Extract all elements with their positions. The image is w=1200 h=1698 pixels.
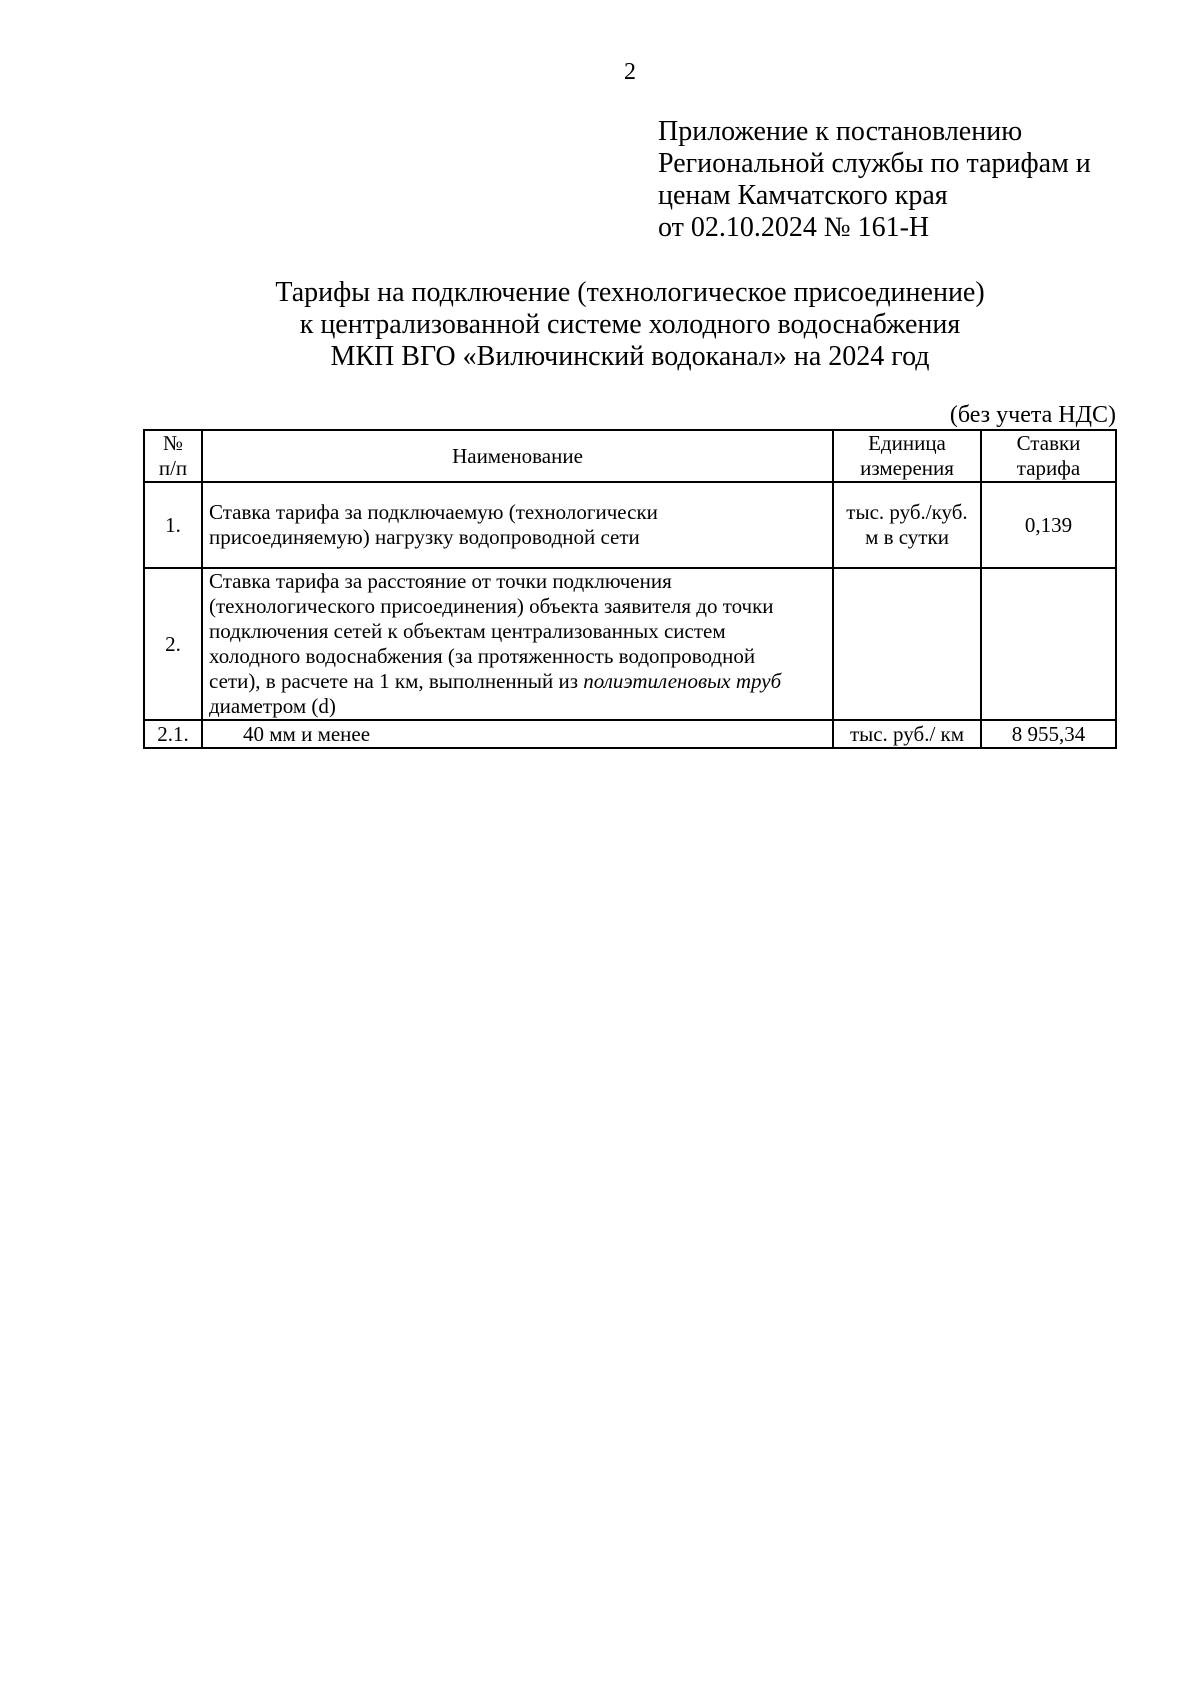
title-line: Тарифы на подключение (технологическое присоединение) xyxy=(275,277,985,308)
header-text: измерения xyxy=(860,456,954,480)
appendix-line: ценам Камчатского края xyxy=(658,180,948,211)
header-unit xyxy=(833,430,981,482)
row-unit-line: тыс. руб./куб. xyxy=(846,500,968,524)
title-line: МКП ВГО «Вилючинский водоканал» на 2024 год xyxy=(330,341,930,372)
row-name xyxy=(202,482,833,568)
row-number: 2. xyxy=(144,568,202,720)
row-name-line: подключения сетей к объектам централизованных систем xyxy=(209,619,726,643)
row-unit-line: м в сутки xyxy=(865,525,949,549)
appendix-line: Приложение к постановлению xyxy=(658,116,1023,147)
header-text: Наименование xyxy=(452,443,583,468)
header-name xyxy=(202,430,833,482)
table-header-row xyxy=(144,430,1116,482)
document-title xyxy=(0,277,1200,373)
row-name-line: холодного водоснабжения (за протяженность водопроводной xyxy=(209,644,756,668)
appendix-block xyxy=(658,116,1091,244)
header-text: п/п xyxy=(158,456,188,480)
header-text: тарифа xyxy=(1016,456,1081,480)
row-rate xyxy=(981,568,1116,720)
header-text: Единица xyxy=(868,431,946,455)
appendix-line: Региональной службы по тарифам и xyxy=(658,148,1091,179)
row-number: 2.1. xyxy=(144,720,202,748)
table-row xyxy=(144,568,1116,720)
row-name-line: диаметром (d) xyxy=(209,694,336,718)
row-name-text: сети), в расчете на 1 км, выполненный из xyxy=(209,669,584,693)
header-rate xyxy=(981,430,1116,482)
row-name-line: присоединяемую) нагрузку водопроводной сети xyxy=(209,525,640,549)
header-text: Ставки xyxy=(1016,431,1081,455)
title-line: к централизованной системе холодного водоснабжения xyxy=(299,309,961,340)
row-unit: тыс. руб./ км xyxy=(833,720,981,748)
row-name-italic-text: полиэтиленовых труб xyxy=(583,669,782,693)
header-text: № xyxy=(162,431,184,455)
vat-note: (без учета НДС) xyxy=(949,402,1116,428)
row-name: 40 мм и менее xyxy=(202,720,833,748)
row-name-line: Ставка тарифа за подключаемую (технологически xyxy=(209,500,658,524)
row-name-line: Ставка тарифа за расстояние от точки подключения xyxy=(209,569,672,593)
row-name-line: (технологического присоединения) объекта заявителя до точки xyxy=(209,594,774,618)
row-name xyxy=(202,568,833,720)
row-name-line xyxy=(209,669,826,694)
row-rate: 8 955,34 xyxy=(981,720,1116,748)
row-unit xyxy=(833,482,981,568)
table-row xyxy=(144,482,1116,568)
page-number: 2 xyxy=(624,59,636,85)
tariffs-table xyxy=(143,429,1117,749)
row-rate: 0,139 xyxy=(981,482,1116,568)
header-number xyxy=(144,430,202,482)
row-number: 1. xyxy=(144,482,202,568)
table-row xyxy=(144,720,1116,748)
appendix-line: от 02.10.2024 № 161-Н xyxy=(658,212,930,243)
row-unit xyxy=(833,568,981,720)
